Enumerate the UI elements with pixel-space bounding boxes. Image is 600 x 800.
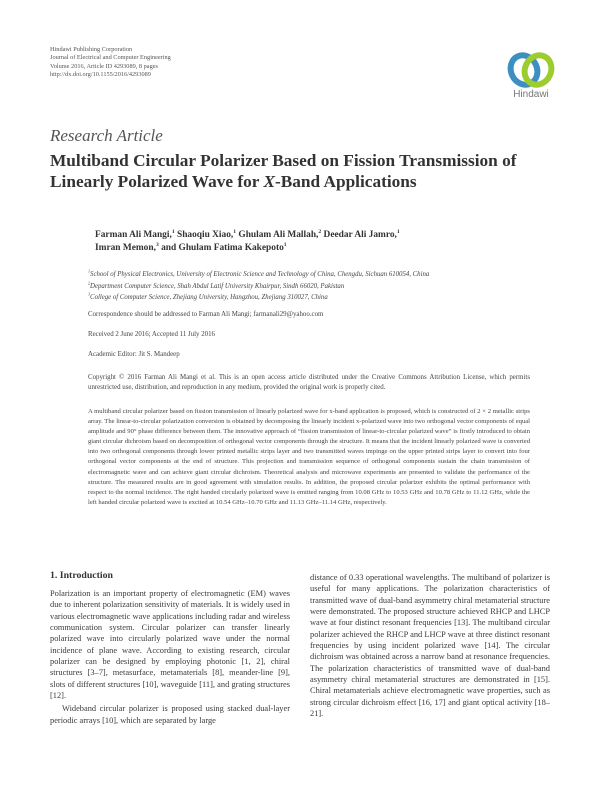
correspondence: Correspondence should be addressed to Farman Ali Mangi; farmanali29@yahoo.com [88,311,324,318]
journal-name: Journal of Electrical and Computer Engineering [50,54,171,62]
received-date: Received 2 June 2016; Accepted 11 July 2016 [88,331,216,338]
author-list [95,229,515,255]
article-type: Research Article [50,126,163,145]
journal-header [50,46,171,80]
hindawi-logo [503,50,559,108]
author: Ghulam Ali Mallah,$^2$ [238,228,322,240]
author: and Ghulam Fatima Kakepoto$^1$ [161,241,287,253]
title-text-end: -Band Applications [274,172,417,191]
affiliation: $^1$School of Physical Electronics, University of Electronic Science and Technology of China, Chengdu, Sichuan 610054, China [88,268,430,278]
copyright: Copyright © 2016 Farman Ali Mangi et al. This is an open access article distributed under the Creative Commons Attribution License, which permits unrestricted use, distribution, and reproduction in any medium, provided the original work is properly cited. [88,374,530,392]
academic-editor: Academic Editor: Jit S. Mandeep [88,351,180,358]
hindawi-rings-icon [503,50,559,90]
affiliation: $^2$Department Computer Science, Shah Abdul Latif University Khairpur, Sindh 66020, Pakistan [88,280,345,290]
publisher: Hindawi Publishing Corporation [50,46,133,53]
affiliations [88,269,429,304]
author: Shaoqiu Xiao,$^1$ [176,228,237,240]
title-text: Multiband Circular Polarizer Based on Fission Transmission of Linearly Polarized Wave for [50,151,517,191]
paragraph: Wideband circular polarizer is proposed using stacked dual-layer periodic arrays [10], which are separated by large [50,704,290,725]
volume-info: Volume 2016, Article ID 4293089, 8 pages [50,62,158,70]
logo-text: Hindawi [513,89,549,100]
author: Farman Ali Mangi,$^1$ [95,228,175,240]
paragraph: distance of 0.33 operational wavelengths. The multiband of polarizer is useful for many applications. The polarization characteristics of transmitted wave of dual-band asymmetry chiral metamaterial structure were demonstrated. The proposed structure achieved RHCP and LHCP wave at four distinct resonant frequencies [13]. The multiband circular polarizer achieved the RHCP and LHCP wave at three distinct resonant frequencies by using incident polarized wave [14]. The circular dichroism was obtained across a narrow band at resonance frequencies. The polarization characteristics of transmitted wave of dual-band asymmetry chiral metamaterial structures are demonstrated in [15]. Chiral metamaterials achieve electromagnetic wave properties, such as strong circular dichroism effect [16, 17] and giant optical activity [18–21]. [310,573,550,719]
doi-link[interactable]: http://dx.doi.org/10.1155/2016/4293089 [50,71,151,79]
paragraph: Polarization is an important property of electromagnetic (EM) waves due to inherent polarization sensitivity of materials. It is widely used in various electromagnetic wave applications including radar and wireless communication system. Circular polarizer can transfer linearly polarized wave into circularly polarized wave under the normal incidence of plane wave. According to existing research, circular polarizer can be designed by employing photonic [1, 2], chiral structures [3–7], metasurface, metamaterials [8], meander-line [9], slots of different structures [10], waveguide [11], and grating structures [12]. [50,589,290,701]
right-column [310,572,550,719]
title-x: X [263,172,275,191]
author: Deedar Ali Jamro,$^1$ [323,228,400,240]
section-heading: 1. Introduction [50,570,113,581]
left-column [50,588,290,726]
author: Imran Memon,$^3$ [95,241,159,253]
abstract: A multiband circular polarizer based on fission transmission of linearly polarized wave for x-band application is proposed, which is constructed of 2 × 2 metallic strips array. The linear-to-circular polarization conversion is obtained by decomposing the linearly incident x-polarized wave into two orthogonal vector components of equal amplitude and 90° phase difference between them. The innovative approach of “fission transmission of linear-to-circular polarized wave” is firstly introduced to obtain giant circular dichroism based on decomposition of orthogonal vector components through the structure. It means that the incident linearly polarized wave is converted into two orthogonal components through lower printed metallic strips layer and two transmitted waves impinge on the upper printed strips layer to convert into four orthogonal vector components at the end of structure. This projection and transmission sequence of orthogonal components sustain the chain transmission of electromagnetic wave and can achieve giant circular dichroism. Theoretical analysis and microwave experiments are presented to validate the performance of the structure. The measured results are in good agreement with simulation results. In addition, the proposed circular polarizer exhibits the optimal performance with respect to the normal incidence. The right handed circularly polarized wave is emitted ranging from 10.08 GHz to 10.53 GHz and 10.78 GHz to 11.12 GHz, while the left handed circular polarized wave is excited at 10.54 GHz–10.70 GHz and 11.13 GHz–11.14 GHz, respectively. [88,408,530,506]
affiliation: $^3$College of Computer Science, Zhejiang University, Hangzhou, Zhejiang 310027, China [88,291,328,301]
paper-title [50,150,570,192]
